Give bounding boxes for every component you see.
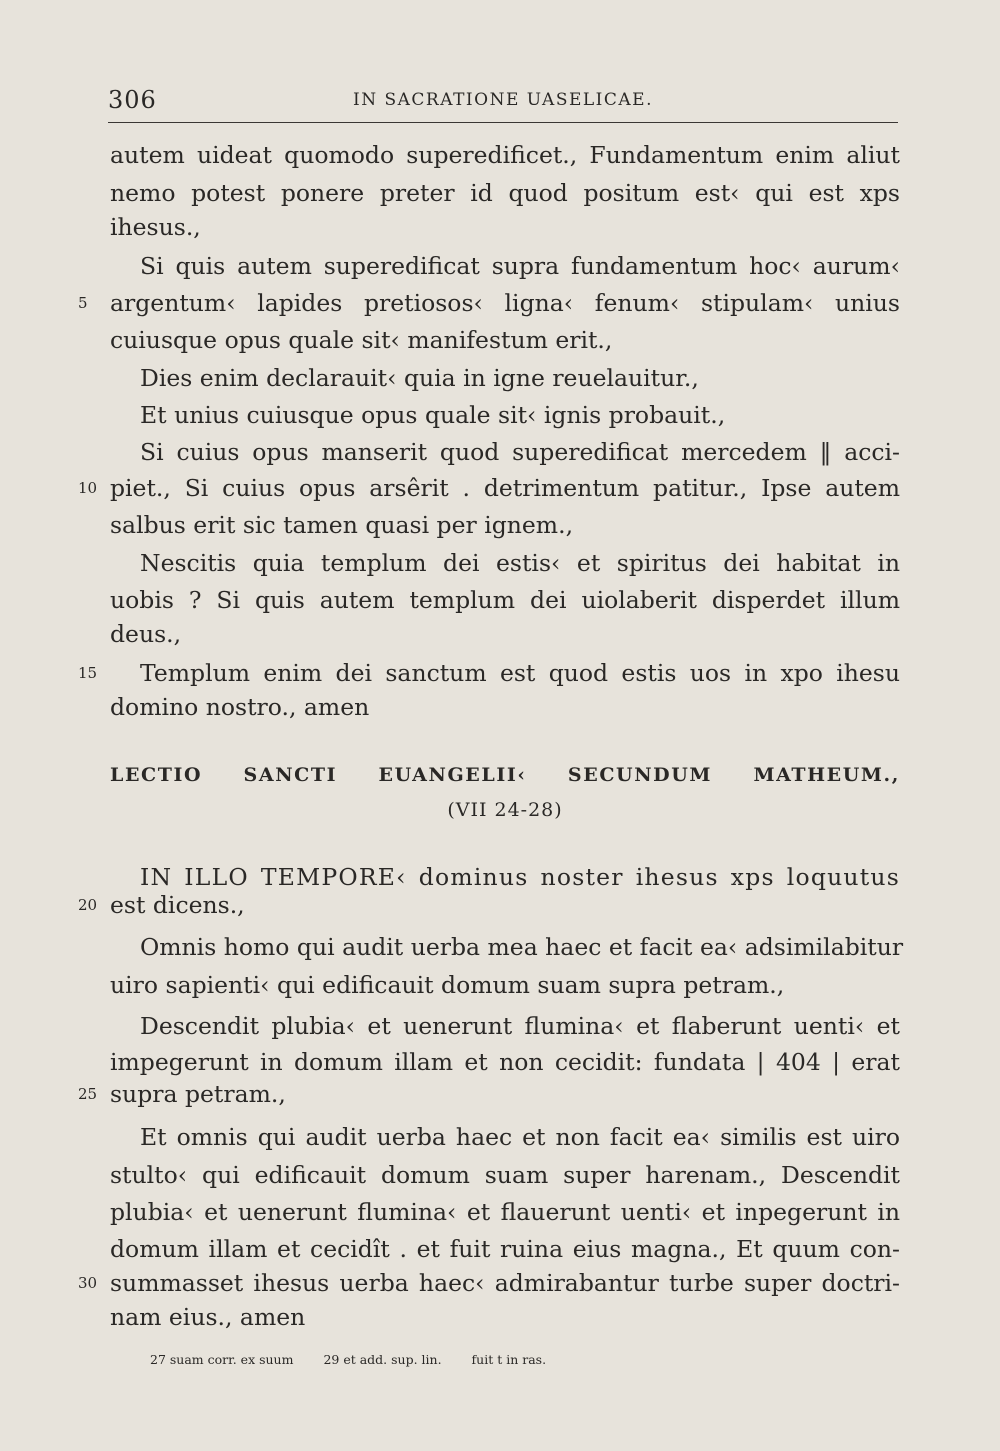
- text-line: IN ILLO TEMPORE‹ dominus noster ihesus xps loquutus: [140, 863, 900, 891]
- text-line: summasset ihesus uerba haec‹ admirabantur turbe super doctri-: [110, 1269, 900, 1297]
- footnote: 27 suam corr. ex suum: [150, 1352, 294, 1367]
- line-number: 10: [78, 479, 98, 497]
- text-line: Templum enim dei sanctum est quod estis uos in xpo ihesu: [140, 659, 900, 687]
- text-line: deus.,: [110, 620, 182, 648]
- section-heading: LECTIO SANCTI EUANGELII‹ SECUNDUM MATHEUM.,: [110, 764, 900, 786]
- text-line: plubia‹ et uenerunt flumina‹ et flauerunt uenti‹ et inpegerunt in: [110, 1198, 900, 1226]
- text-line: impegerunt in domum illam et non cecidit: fundata | 404 | erat: [110, 1048, 900, 1076]
- line-number: 5: [78, 294, 88, 312]
- text-line: est dicens.,: [110, 891, 245, 919]
- line-number: 15: [78, 664, 98, 682]
- text-line: piet., Si cuius opus arsêrit . detrimentum patitur., Ipse autem: [110, 474, 900, 502]
- line-number: 25: [78, 1085, 98, 1103]
- text-line: salbus erit sic tamen quasi per ignem.,: [110, 511, 574, 539]
- header-rule: [108, 122, 898, 123]
- running-head: IN SACRATIONE UASELICAE.: [353, 90, 653, 110]
- page-number: 306: [108, 86, 157, 114]
- footnote: 29 et add. sup. lin.: [323, 1352, 442, 1367]
- text-line: cuiusque opus quale sit‹ manifestum erit.,: [110, 326, 613, 354]
- text-line: Et unius cuiusque opus quale sit‹ ignis probauit.,: [140, 401, 726, 429]
- text-line: Dies enim declarauit‹ quia in igne reuelauitur.,: [140, 364, 699, 392]
- text-line: domino nostro., amen: [110, 693, 370, 721]
- text-line: nam eius., amen: [110, 1303, 306, 1331]
- line-number: 20: [78, 896, 98, 914]
- text-line: domum illam et cecidît . et fuit ruina eius magna., Et quum con-: [110, 1235, 900, 1263]
- text-line: Si cuius opus manserit quod superedificat mercedem ‖ acci-: [140, 438, 900, 466]
- footnote: fuit t in ras.: [471, 1352, 547, 1367]
- text-line: argentum‹ lapides pretiosos‹ ligna‹ fenum‹ stipulam‹ unius: [110, 289, 900, 317]
- text-line: Nescitis quia templum dei estis‹ et spiritus dei habitat in: [140, 549, 900, 577]
- text-line: Et omnis qui audit uerba haec et non facit ea‹ similis est uiro: [140, 1123, 900, 1151]
- text-line: Descendit plubia‹ et uenerunt flumina‹ et flaberunt uenti‹ et: [140, 1012, 900, 1040]
- footnotes: [150, 1352, 572, 1367]
- text-line: Omnis homo qui audit uerba mea haec et facit ea‹ adsimilabitur: [140, 933, 904, 961]
- text-line: ihesus.,: [110, 213, 201, 241]
- section-reference: (VII 24-28): [447, 799, 563, 821]
- line-number: 30: [78, 1274, 98, 1292]
- text-line: uobis ? Si quis autem templum dei uiolaberit disperdet illum: [110, 586, 900, 614]
- text-line: Si quis autem superedificat supra fundamentum hoc‹ aurum‹: [140, 252, 900, 280]
- text-line: nemo potest ponere preter id quod positum est‹ qui est xps: [110, 179, 900, 207]
- text-line: stulto‹ qui edificauit domum suam super harenam., Descendit: [110, 1161, 900, 1189]
- text-line: autem uideat quomodo superedificet., Fundamentum enim aliut: [110, 141, 900, 169]
- text-line: uiro sapienti‹ qui edificauit domum suam supra petram.,: [110, 971, 785, 999]
- text-line: supra petram.,: [110, 1080, 286, 1108]
- page-header: [108, 86, 898, 116]
